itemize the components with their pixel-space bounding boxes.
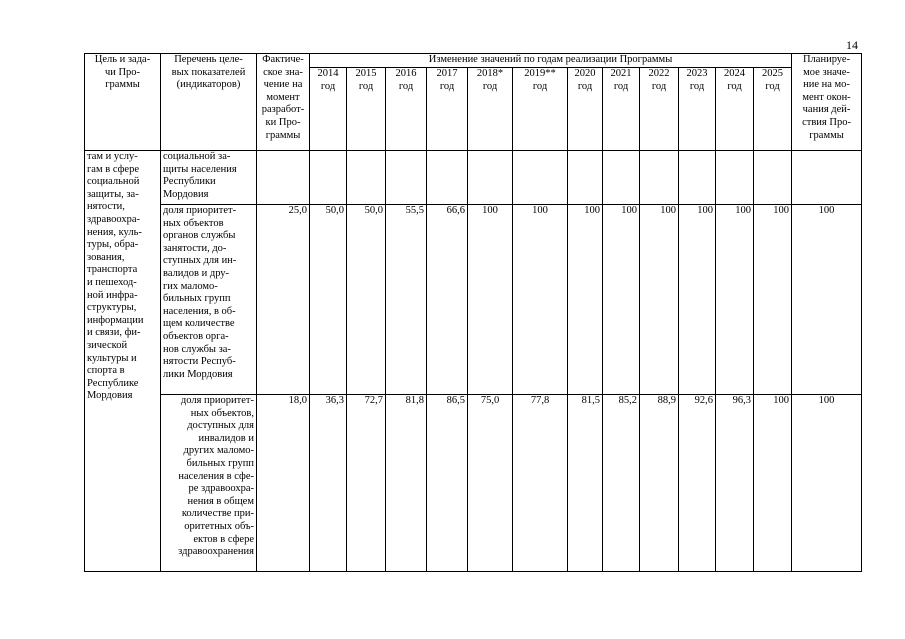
year-label: 2025: [762, 68, 784, 79]
year-label: 2021: [610, 68, 632, 79]
year-value-cell: 36,3: [310, 395, 347, 572]
planned-value-cell: [792, 151, 862, 205]
year-value-cell: [386, 151, 427, 205]
goal-line: и связи, фи-: [87, 327, 141, 339]
header-actual-line: граммы: [265, 129, 301, 141]
goal-line: нятости,: [87, 201, 125, 213]
indicator-line: нов службы за-: [163, 343, 231, 355]
header-year: [386, 68, 427, 151]
year-unit: год: [398, 80, 414, 92]
year-label: 2015: [355, 68, 377, 79]
table-row: [85, 395, 862, 572]
year-value-cell: 100: [716, 205, 754, 395]
indicator-cell: [161, 395, 257, 572]
year-value-cell: [603, 151, 640, 205]
year-unit: год: [482, 80, 498, 92]
year-value-cell: 100: [513, 205, 568, 395]
indicator-line: ступных для ин-: [163, 255, 237, 267]
table-row: [85, 151, 862, 205]
indicator-line: нения в общем: [187, 495, 254, 507]
year-unit: год: [532, 80, 548, 92]
year-value-cell: 100: [754, 395, 792, 572]
year-value-cell: 66,6: [427, 205, 468, 395]
goal-line: зической: [87, 339, 128, 351]
header-year: [468, 68, 513, 151]
year-value-cell: 55,5: [386, 205, 427, 395]
year-unit: год: [358, 80, 374, 92]
goal-line: и пешеход-: [87, 276, 137, 288]
indicator-line: Мордовия: [163, 188, 209, 200]
header-planned-line: граммы: [809, 129, 844, 141]
header-actual-line: чение на: [263, 79, 303, 91]
year-value-cell: 100: [640, 205, 679, 395]
indicator-line: доля приоритет-: [180, 395, 254, 406]
header-year: [640, 68, 679, 151]
year-value-cell: 75,0: [468, 395, 513, 572]
year-value-cell: [513, 151, 568, 205]
indicator-line: щиты населения: [163, 163, 237, 175]
header-goals-line: граммы: [105, 79, 140, 91]
year-unit: год: [765, 80, 780, 92]
year-value-cell: [754, 151, 792, 205]
year-label: 2024: [724, 68, 745, 79]
header-indicators-line: Перечень целе-: [174, 54, 243, 65]
header-goals-line: чи Про-: [104, 66, 141, 78]
header-indicators-line: (индикаторов): [176, 79, 241, 91]
year-value-cell: 100: [603, 205, 640, 395]
header-actual: [257, 54, 310, 151]
indicator-line: гих маломо-: [163, 280, 218, 292]
table-row: [85, 205, 862, 395]
header-actual-line: Фактиче-: [262, 54, 304, 65]
year-value-cell: 81,5: [568, 395, 603, 572]
year-unit: год: [439, 80, 455, 92]
year-value-cell: 72,7: [347, 395, 386, 572]
year-label: 2023: [686, 68, 708, 79]
indicator-line: органов службы: [163, 230, 236, 242]
year-value-cell: [468, 151, 513, 205]
indicator-line: ных объектов: [163, 217, 224, 229]
indicator-line: валидов и дру-: [163, 267, 230, 279]
year-value-cell: 88,9: [640, 395, 679, 572]
actual-value-cell: [257, 151, 310, 205]
indicator-cell: [161, 205, 257, 395]
indicator-line: занятости, до-: [163, 242, 227, 254]
year-label: 2016: [395, 68, 417, 79]
indicator-line: населения, в об-: [163, 305, 236, 317]
planned-value-cell: 100: [792, 395, 862, 572]
year-value-cell: 86,5: [427, 395, 468, 572]
year-unit: год: [651, 80, 667, 92]
goal-line: там и услу-: [87, 151, 138, 162]
indicator-line: инвалидов и: [198, 432, 254, 444]
header-planned: [792, 54, 862, 151]
goal-line: зования,: [87, 251, 125, 263]
goal-line: структуры,: [87, 302, 137, 314]
indicator-line: ре здравоохра-: [188, 483, 254, 495]
header-years-group: Изменение значений по годам реализации Программы: [310, 54, 792, 68]
goal-line: культуры и: [87, 352, 137, 364]
year-value-cell: 100: [468, 205, 513, 395]
goal-line: Мордовия: [87, 390, 133, 402]
goal-line: нения, куль-: [87, 226, 142, 238]
year-label: 2017: [436, 68, 458, 79]
planned-value-cell: 100: [792, 205, 862, 395]
year-label: 2022: [648, 68, 670, 79]
year-unit: год: [577, 80, 593, 92]
goal-line: ной инфра-: [87, 289, 138, 301]
page-number: 14: [846, 38, 858, 52]
goal-line: здравоохра-: [87, 213, 140, 225]
indicator-line: оритетных объ-: [184, 520, 254, 532]
year-value-cell: [640, 151, 679, 205]
header-actual-line: момент: [266, 91, 300, 103]
indicator-line: других маломо-: [183, 445, 254, 457]
year-value-cell: 100: [754, 205, 792, 395]
indicator-line: объектов орга-: [163, 330, 229, 342]
header-year: [513, 68, 568, 151]
header-planned-line: мое значе-: [803, 66, 850, 78]
indicators-table: [84, 53, 862, 572]
indicator-line: бильных групп: [186, 457, 254, 469]
indicator-line: социальной за-: [163, 151, 231, 162]
header-year: [716, 68, 754, 151]
goal-line: социальной: [87, 176, 140, 188]
header-year: [679, 68, 716, 151]
header-planned-line: мент окон-: [802, 91, 851, 103]
header-year: [347, 68, 386, 151]
indicator-line: населения в сфе-: [178, 470, 254, 482]
header-actual-line: ское зна-: [263, 66, 303, 78]
year-label: 2019**: [524, 68, 556, 79]
year-value-cell: 96,3: [716, 395, 754, 572]
year-label: 2014: [317, 68, 339, 79]
actual-value-cell: 25,0: [257, 205, 310, 395]
year-value-cell: [568, 151, 603, 205]
indicator-line: доля приоритет-: [163, 205, 237, 216]
goal-line: информации: [87, 314, 144, 326]
indicator-line: ных объектов,: [190, 407, 254, 419]
year-value-cell: 50,0: [347, 205, 386, 395]
header-planned-line: чания дей-: [802, 104, 851, 116]
year-value-cell: 100: [568, 205, 603, 395]
goal-line: Республике: [87, 377, 139, 389]
goal-line: защиты, за-: [87, 188, 139, 200]
header-indicators: [161, 54, 257, 151]
header-row-1: [85, 54, 862, 68]
year-label: 2020: [574, 68, 596, 79]
header-goals: [85, 54, 161, 151]
indicator-line: лики Мордовия: [163, 368, 233, 380]
year-value-cell: [427, 151, 468, 205]
header-year: [568, 68, 603, 151]
year-value-cell: 100: [679, 205, 716, 395]
year-value-cell: [716, 151, 754, 205]
year-unit: год: [320, 80, 336, 92]
year-value-cell: [310, 151, 347, 205]
indicator-line: щем количестве: [163, 318, 235, 330]
year-value-cell: 81,8: [386, 395, 427, 572]
header-year: [310, 68, 347, 151]
header-planned-line: ние на мо-: [803, 79, 850, 91]
goal-line: туры, обра-: [87, 239, 139, 251]
year-value-cell: 85,2: [603, 395, 640, 572]
header-indicators-line: вых показателей: [171, 66, 246, 78]
indicator-line: бильных групп: [163, 293, 231, 305]
year-value-cell: 50,0: [310, 205, 347, 395]
header-planned-line: ствия Про-: [802, 116, 851, 128]
indicator-line: здравоохранения: [178, 546, 254, 558]
year-unit: год: [689, 80, 705, 92]
goal-line: транспорта: [87, 264, 138, 276]
year-value-cell: 77,8: [513, 395, 568, 572]
year-value-cell: [347, 151, 386, 205]
indicator-line: количестве при-: [181, 508, 254, 520]
header-goals-line: Цель и зада-: [94, 54, 151, 65]
year-label: 2018*: [476, 68, 504, 79]
indicator-cell: [161, 151, 257, 205]
indicator-line: Республики: [163, 176, 216, 188]
year-value-cell: 92,6: [679, 395, 716, 572]
year-unit: год: [613, 80, 629, 92]
goal-line: спорта в: [87, 365, 125, 377]
header-year: [427, 68, 468, 151]
header-planned-line: Планируе-: [802, 54, 851, 65]
indicator-line: ектов в сфере: [193, 533, 254, 545]
header-actual-line: ки Про-: [265, 116, 301, 128]
year-value-cell: [679, 151, 716, 205]
actual-value-cell: 18,0: [257, 395, 310, 572]
indicator-line: нятости Респуб-: [163, 356, 236, 368]
header-year: [603, 68, 640, 151]
goal-line: гам в сфере: [87, 163, 139, 175]
header-actual-line: разработ-: [261, 104, 305, 116]
indicator-line: доступных для: [187, 420, 254, 432]
year-unit: год: [727, 80, 742, 92]
goal-cell: [85, 151, 161, 572]
header-year: [754, 68, 792, 151]
